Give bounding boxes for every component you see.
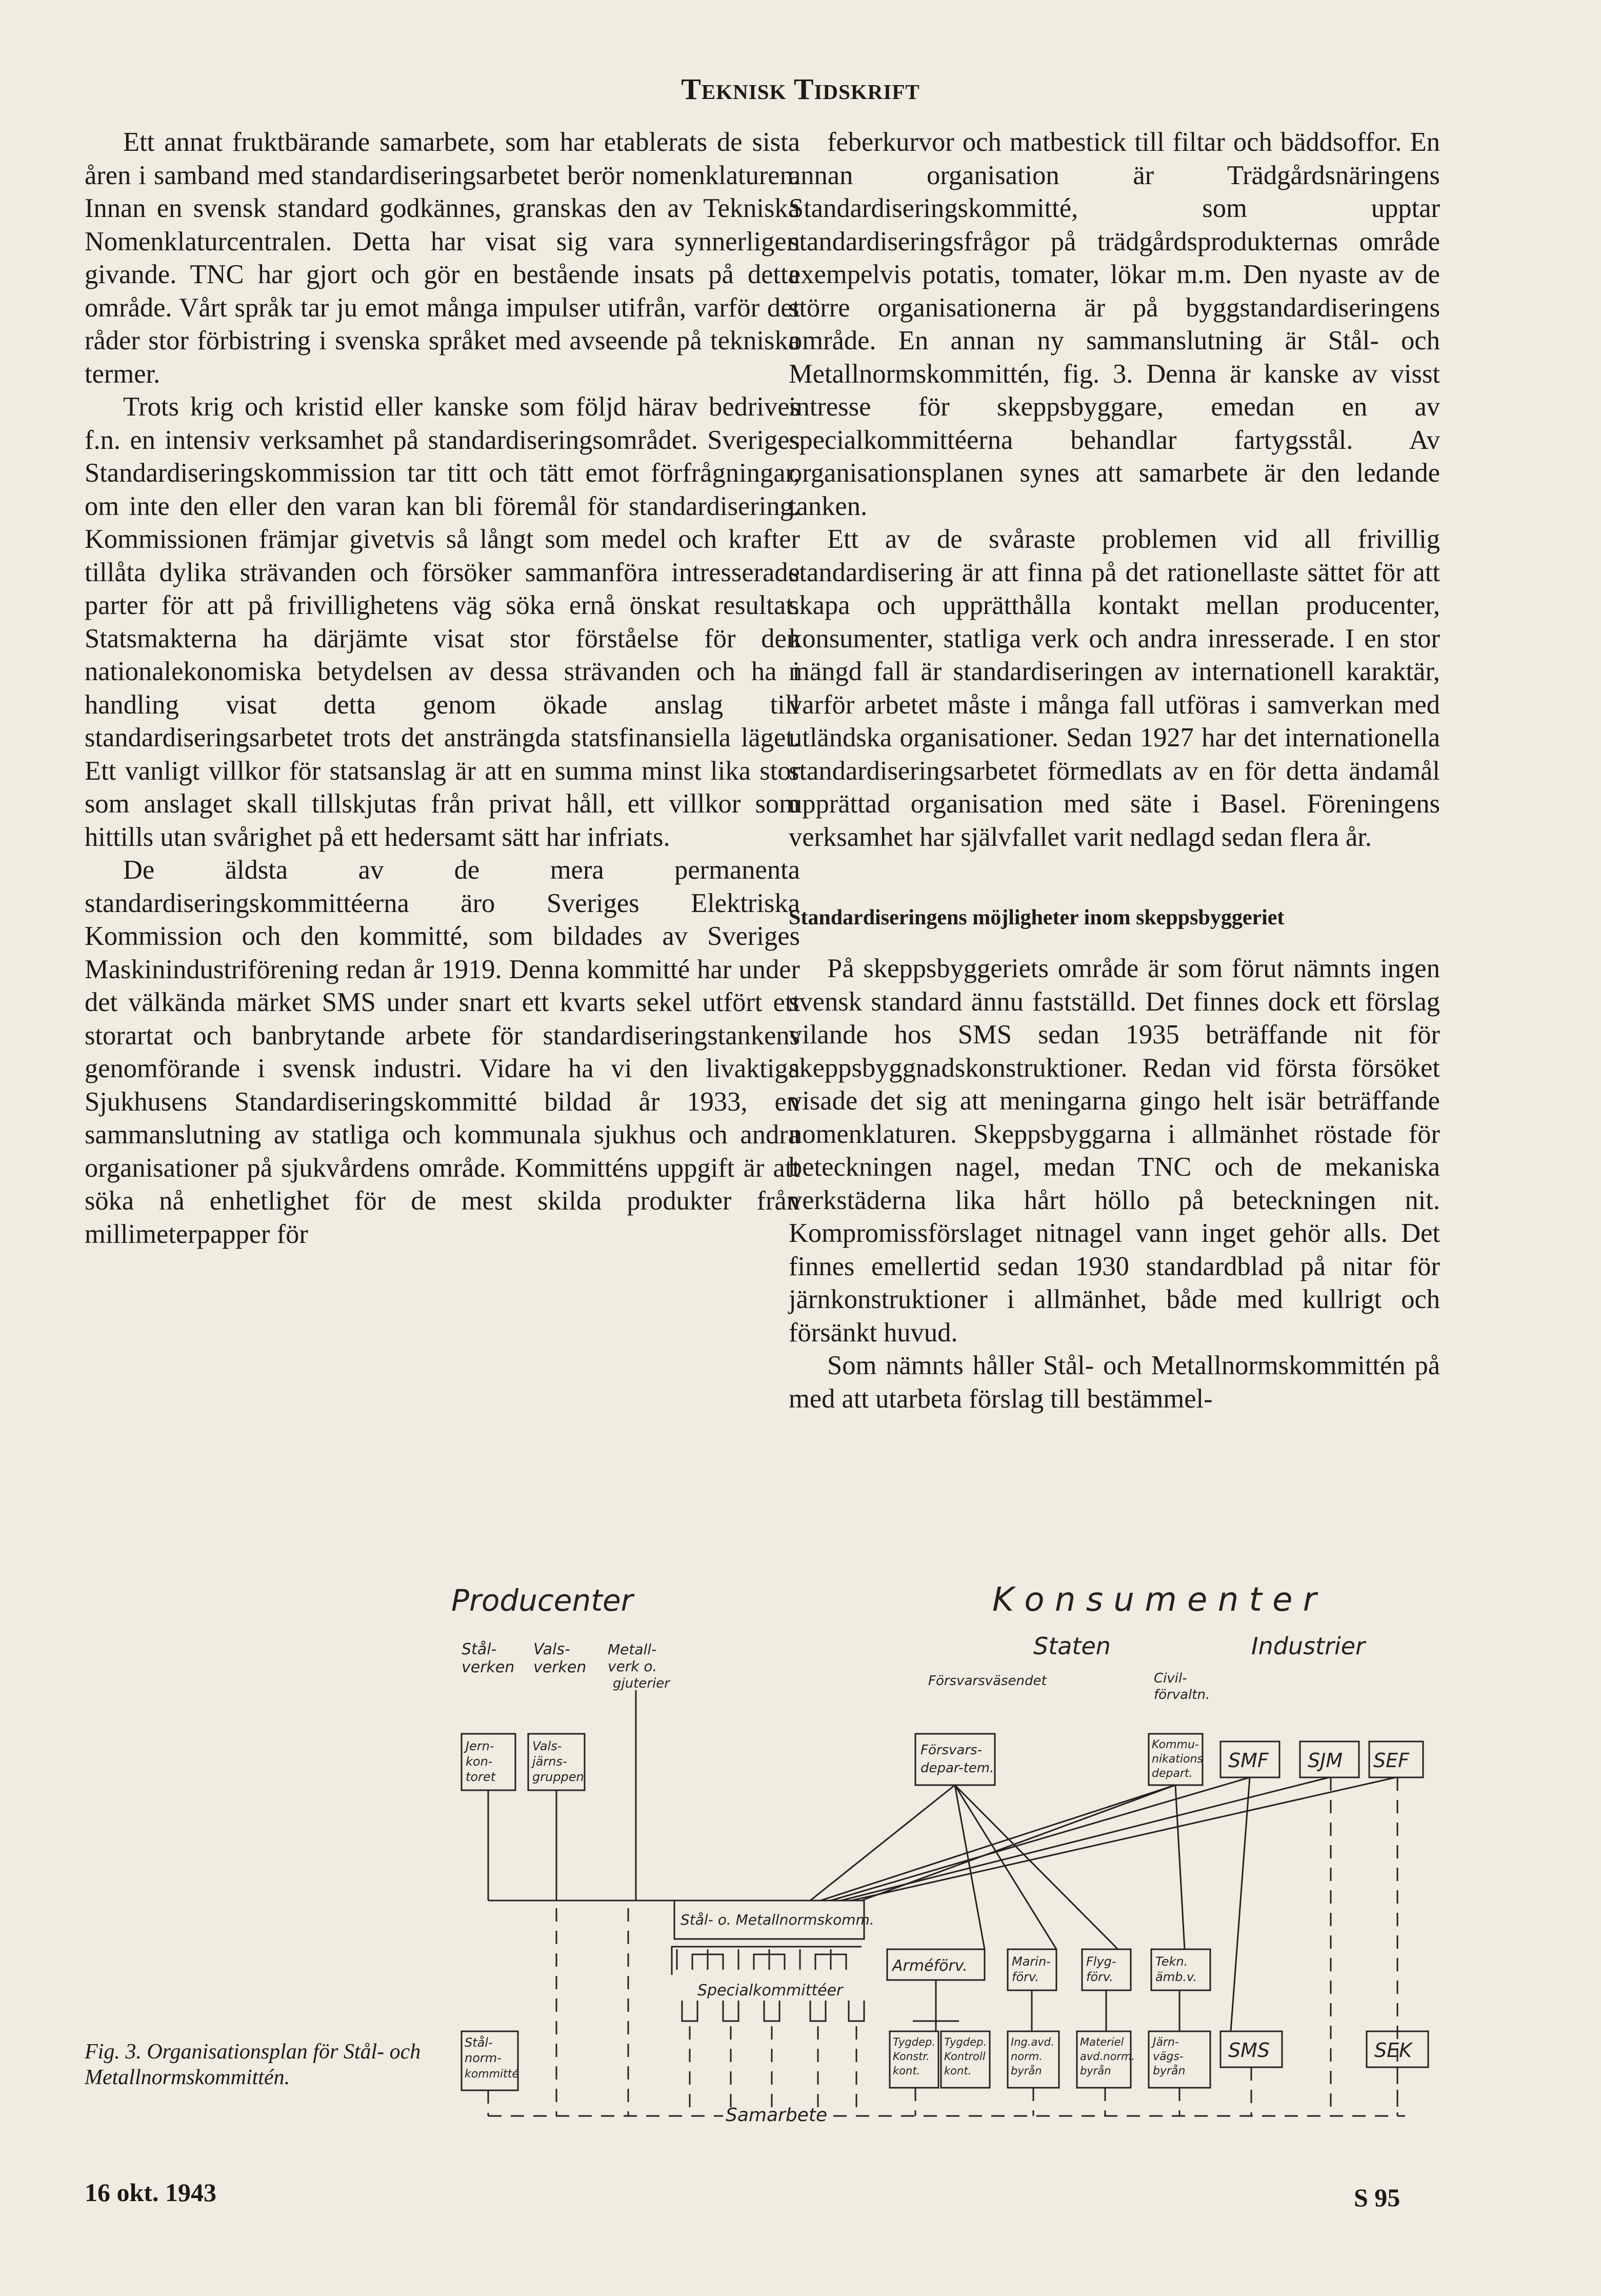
svg-text:depart.: depart.	[1152, 1767, 1193, 1780]
sjm-box	[1300, 1741, 1359, 1777]
svg-text:Järn-: Järn-	[1153, 2036, 1179, 2049]
konsumenter-label: K o n s u m e n t e r	[992, 1581, 1317, 1619]
svg-text:Kommu-: Kommu-	[1152, 1738, 1199, 1751]
svg-text:byrån: byrån	[1011, 2065, 1042, 2077]
metallverk-label	[608, 1641, 671, 1691]
specialkommitteer-label: Specialkommittéer	[697, 1982, 843, 2000]
paragraph: Ett annat fruktbärande samarbete, som har etablerats de sista åren i samband med standardiseringsarbetet berör nomenklaturen. Innan en svensk standard godkännes, granskas den av Tekniska Nomenklaturcentralen. Detta har visat sig vara synnerligen givande. TNC har gjort och gör en bestående insats på detta område. Vårt språk tar ju emot många impulser utifrån, varför det råder stor förbistring i svenska språket med avseende på tekniska termer.	[85, 127, 800, 389]
svg-text:Stål-: Stål-	[462, 1640, 497, 1658]
svg-text:Vals-: Vals-	[533, 1640, 570, 1658]
svg-text:ämb.v.: ämb.v.	[1155, 1970, 1197, 1984]
marinforv-box	[1008, 1949, 1056, 1990]
producenter-label: Producenter	[451, 1583, 633, 1618]
paragraph: De äldsta av de mera permanenta standardiseringskommittéerna äro Sveriges Elektriska Kommission och den kommitté, som bildades av Sveriges Maskinindustriförening redan år 1919. Denna kommitté har under det välkända märket SMS under snart ett kvarts sekel utfört ett storartat och banbrytande arbete för standardiseringstankens genomförande i svensk industri. Vidare ha vi den livaktiga Sjukhusens Standardiseringskommitté bildad år 1933, en sammanslutning av statliga och kommunala sjukhus och andra organisationer på sjukvårdens område. Kommitténs uppgift är att söka nå enhetlighet för de mest skilda produkter från millimeterpapper för	[85, 855, 800, 1249]
svg-text:depar-tem.: depar-tem.	[920, 1760, 994, 1776]
svg-text:Marin-: Marin-	[1012, 1954, 1051, 1969]
svg-text:Civil-: Civil-	[1154, 1671, 1187, 1686]
masthead: Teknisk Tidskrift	[681, 72, 920, 106]
stalnormkommitte-box	[462, 2031, 519, 2090]
paragraph: På skeppsbyggeriets område är som förut nämnts ingen svensk standard ännu fastställd. Det finnes dock ett förslag vilande hos SMS sedan 1935 beträffande nit för skeppsbyggnadskonstruktioner. Redan vid första försöket visade det sig att meningarna gingo helt isär beträffande nomenklaturen. Skeppsbyggarna i allmänhet röstade för beteckningen nagel, medan TNC och de mekaniska verkstäderna lika hårt höllo på beteckningen nit. Kompromissförslaget nitnagel vann inget gehör alls. Det finnes emellertid sedan 1930 standardblad på nitar för järnkonstruktioner i allmänhet, både med kullrigt och försänkt huvud.	[789, 954, 1440, 1348]
jarnvag-box	[1149, 2031, 1210, 2088]
svg-text:Tekn.: Tekn.	[1155, 1954, 1188, 1969]
forsvarsvasendet-label: Försvarsväsendet	[928, 1673, 1047, 1689]
svg-text:Tygdep.: Tygdep.	[893, 2036, 936, 2048]
svg-text:Stål- o. Metallnormskomm.: Stål- o. Metallnormskomm.	[681, 1911, 874, 1928]
svg-text:kont.: kont.	[893, 2065, 920, 2077]
industrier-label: Industrier	[1251, 1632, 1365, 1660]
left-column	[85, 126, 800, 1251]
stal-metall-box	[674, 1901, 874, 1939]
svg-text:norm.: norm.	[1011, 2050, 1043, 2063]
svg-text:Flyg-: Flyg-	[1086, 1954, 1116, 1969]
svg-text:toret: toret	[466, 1770, 496, 1784]
svg-text:verken: verken	[462, 1658, 515, 1676]
svg-text:kont.: kont.	[944, 2065, 972, 2077]
tygdep-kontroll-box	[941, 2031, 990, 2088]
smf-box	[1220, 1741, 1279, 1777]
svg-text:Jern-: Jern-	[466, 1739, 494, 1753]
staten-label: Staten	[1033, 1632, 1111, 1660]
svg-text:kon-: kon-	[466, 1754, 493, 1769]
svg-text:Materiel: Materiel	[1080, 2036, 1124, 2048]
svg-text:kommitté: kommitté	[465, 2068, 519, 2081]
svg-text:förv.: förv.	[1086, 1970, 1113, 1984]
svg-text:Stål-: Stål-	[465, 2035, 493, 2050]
stalverken-label	[462, 1640, 514, 1676]
material-avd-box	[1077, 2031, 1135, 2088]
svg-text:Försvars-: Försvars-	[920, 1743, 983, 1758]
svg-text:förvaltn.: förvaltn.	[1154, 1687, 1210, 1703]
svg-text:Metall-: Metall-	[608, 1641, 657, 1658]
svg-text:förv.: förv.	[1012, 1970, 1039, 1984]
ing-avd-box	[1008, 2031, 1059, 2088]
svg-text:norm-: norm-	[465, 2051, 502, 2065]
right-column	[789, 126, 1440, 1415]
paragraph: feberkurvor och matbestick till filtar och bäddsoffor. En annan organisation är Trädgårdsnäringens Standardiseringskommitté, som upptar standardiseringsfrågor på trädgårdsprodukternas område exempelvis potatis, tomater, lökar m.m. Den nyaste av de större organisationerna är på byggstandardiseringens område. En annan ny sammanslutning är Stål- och Metallnormskommittén, fig. 3. Denna är kanske av visst intresse för skeppsbyggare, emedan en av specialkommittéerna behandlar fartygsstål. Av organisationsplanen synes att samarbete är den ledande tanken.	[789, 127, 1440, 521]
valsjarnsgruppen-box	[528, 1734, 585, 1790]
svg-text:byrån: byrån	[1080, 2065, 1111, 2077]
issue-date: 16 okt. 1943	[85, 2178, 216, 2207]
section-heading: Standardiseringens möjligheter inom skeppsbyggeriet	[789, 906, 1285, 929]
svg-text:gjuterier: gjuterier	[613, 1676, 670, 1691]
svg-text:avd.norm.: avd.norm.	[1080, 2050, 1135, 2063]
forsvarsdepartem-box	[915, 1734, 995, 1785]
svg-text:vägs-: vägs-	[1153, 2050, 1184, 2063]
tygdep-konstr-box	[890, 2031, 938, 2088]
samarbete-label: Samarbete	[726, 2105, 828, 2126]
svg-text:byrån: byrån	[1153, 2065, 1186, 2077]
paragraph: Som nämnts håller Stål- och Metallnormskommittén på med att utarbeta förslag till bestämmel-	[789, 1351, 1440, 1414]
paragraph: Ett av de svåraste problemen vid all frivillig standardisering är att finna på det rationellaste sättet för att skapa och upprätthålla kontakt mellan producenter, konsumenter, statliga verk och andra inresserade. I en stor mängd fall är standardiseringen av internationell karaktär, varför arbetet måste i många fall utföras i samverkan med utländska organisationer. Sedan 1927 har det internationella standardiseringsarbetet förmedlats av en för detta ändamål upprättad organisation med säte i Basel. Föreningens verksamhet har självfallet varit nedlagd sedan flera år.	[789, 524, 1440, 852]
svg-text:SJM: SJM	[1308, 1749, 1343, 1772]
kommunikationsdepart-box	[1149, 1734, 1203, 1785]
sms-box	[1220, 2031, 1282, 2067]
svg-text:Kontroll: Kontroll	[944, 2050, 986, 2063]
figure-caption: Fig. 3. Organisationsplan för Stål- och Metallnormskommittén.	[85, 2040, 421, 2089]
teknamb-box	[1151, 1949, 1210, 1990]
svg-text:Ing.avd.: Ing.avd.	[1011, 2036, 1054, 2048]
svg-text:SEF: SEF	[1373, 1749, 1409, 1772]
svg-text:nikations: nikations	[1152, 1753, 1203, 1766]
svg-text:verk o.: verk o.	[608, 1658, 657, 1675]
jernkontoret-box	[462, 1734, 515, 1790]
valsverken-label	[533, 1640, 586, 1676]
svg-text:Tygdep.: Tygdep.	[944, 2036, 987, 2048]
svg-text:gruppen: gruppen	[532, 1770, 584, 1784]
svg-text:SEK: SEK	[1374, 2039, 1412, 2062]
svg-text:Vals-: Vals-	[532, 1739, 562, 1753]
svg-text:verken: verken	[533, 1658, 587, 1676]
svg-text:SMF: SMF	[1228, 1749, 1269, 1772]
paragraph: Trots krig och kristid eller kanske som följd härav bedrives f.n. en intensiv verksamhet på standardiseringsområdet. Sveriges Standardiseringskommission tar titt och tätt emot förfrågningar, om inte den eller den varan kan bli föremål för standardisering. Kommissionen främjar givetvis så långt som medel och krafter tillåta dylika strävanden och försöker sammanföra intresserade parter för att på frivillighetens väg söka ernå önskat resultat. Statsmakterna ha därjämte visat stor förståelse för den nationalekonomiska betydelsen av dessa strävanden och ha i handling visat detta genom ökade anslag till standardiseringsarbetet trots det ansträngda statsfinansiella läget. Ett vanligt villkor för statsanslag är att en summa minst lika stor som anslaget skall tillskjutas från privat håll, ett villkor som hittills utan svårighet på ett hedersamt sätt har infriats.	[85, 392, 800, 852]
flygforv-box	[1082, 1949, 1131, 1990]
svg-text:järns-: järns-	[532, 1754, 567, 1769]
svg-text:Konstr.: Konstr.	[893, 2050, 930, 2063]
civilforvaltn-label	[1154, 1671, 1210, 1703]
sef-box	[1369, 1741, 1423, 1777]
svg-text:Arméförv.: Arméförv.	[892, 1957, 968, 1975]
svg-text:SMS: SMS	[1228, 2039, 1270, 2062]
armeforv-box	[887, 1949, 985, 1980]
page-number: S 95	[1354, 2183, 1400, 2212]
organisation-diagram	[451, 1580, 1451, 2154]
